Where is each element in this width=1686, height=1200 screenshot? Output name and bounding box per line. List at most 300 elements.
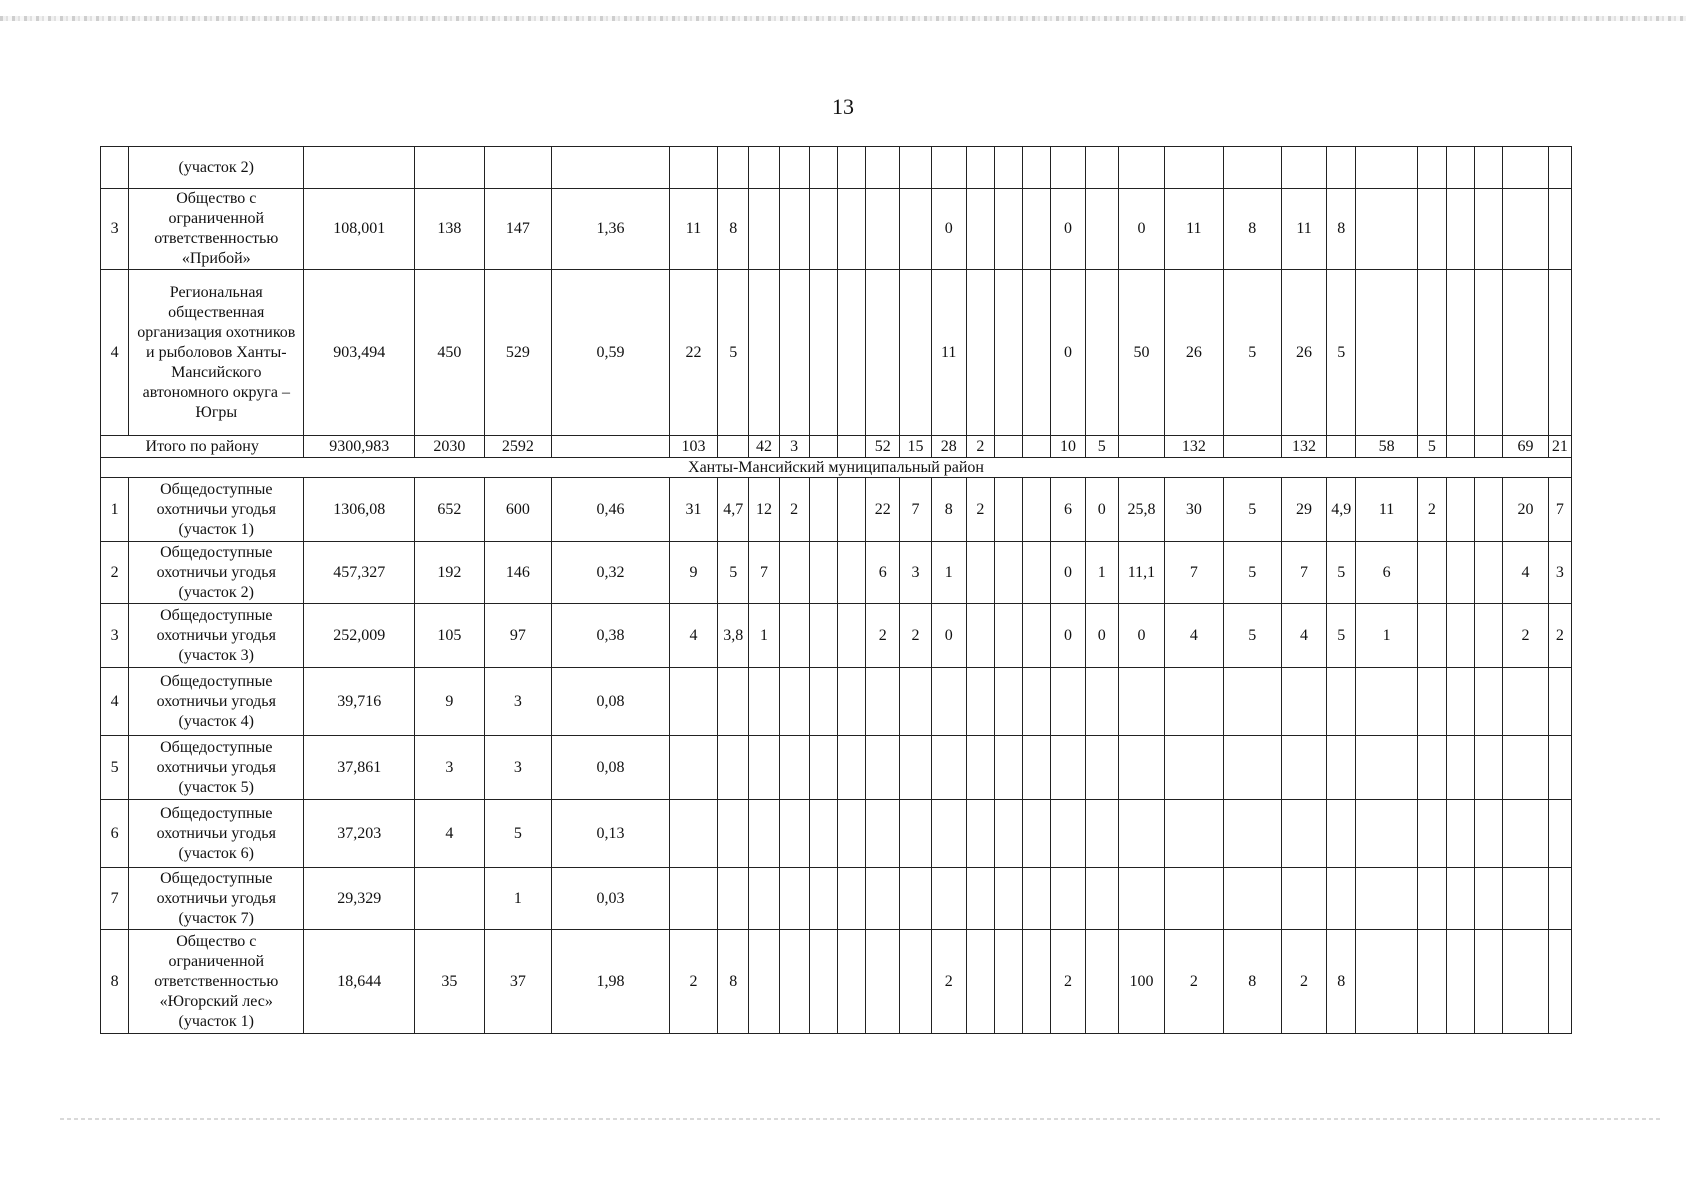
cell-col-28 <box>1503 270 1548 436</box>
cell-col-11 <box>866 668 900 736</box>
row-number: 7 <box>101 868 129 930</box>
cell-col-10 <box>837 930 865 1034</box>
cell-col-26 <box>1446 930 1474 1034</box>
cell-col-8 <box>779 189 809 270</box>
table-row <box>101 604 1572 668</box>
cell-col-21 <box>1223 868 1281 930</box>
cell-col-22: 7 <box>1281 542 1326 604</box>
total-col-20: 132 <box>1165 436 1223 458</box>
cell-col-9 <box>809 604 837 668</box>
cell-col-26 <box>1446 604 1474 668</box>
cell-col-27 <box>1475 930 1503 1034</box>
cell-col-20: 11 <box>1165 189 1223 270</box>
row-number: 2 <box>101 542 129 604</box>
cell-col-17: 0 <box>1051 189 1085 270</box>
cell-col-23: 4,9 <box>1327 478 1356 542</box>
cell-col-21: 5 <box>1223 478 1281 542</box>
row-name: Общество с ограниченной ответственностью «Прибой» <box>129 189 304 270</box>
cell-col-27 <box>1475 800 1503 868</box>
cell-col-10 <box>837 800 865 868</box>
cell-col-13 <box>931 668 966 736</box>
cell-col-25: 2 <box>1417 478 1446 542</box>
cell-col-14 <box>966 270 994 436</box>
cell-col-14 <box>966 189 994 270</box>
cell-col-21: 8 <box>1223 189 1281 270</box>
cell-col-3: 600 <box>484 478 551 542</box>
cell-col-19 <box>1118 868 1164 930</box>
cell-col-29 <box>1548 270 1571 436</box>
cell-col-18 <box>1085 668 1118 736</box>
row-number: 6 <box>101 800 129 868</box>
cell-col-3: 1 <box>484 868 551 930</box>
cell-col-23: 8 <box>1327 189 1356 270</box>
cell-col-8 <box>779 668 809 736</box>
row-name: Общество с ограниченной ответственностью «Югорский лес» (участок 1) <box>129 930 304 1034</box>
cell-col-4: 0,03 <box>552 868 670 930</box>
cell-col-15 <box>995 668 1023 736</box>
cell-col-28 <box>1503 930 1548 1034</box>
cell-col-4: 0,13 <box>552 800 670 868</box>
table-row <box>101 930 1572 1034</box>
table-row <box>101 800 1572 868</box>
cell-col-3: 529 <box>484 270 551 436</box>
cell-col-9 <box>809 668 837 736</box>
cell-col-19: 0 <box>1118 189 1164 270</box>
cell-col-21: 5 <box>1223 604 1281 668</box>
cell-col-2 <box>415 868 484 930</box>
cell-col-16 <box>1023 800 1051 868</box>
row-name: Общедоступные охотничьи угодья (участок 4) <box>129 668 304 736</box>
cell-col-13 <box>931 736 966 800</box>
cell-col-26 <box>1446 147 1474 189</box>
cell-col-1: 29,329 <box>304 868 415 930</box>
cell-col-14 <box>966 604 994 668</box>
cell-col-6 <box>718 147 749 189</box>
cell-col-2: 450 <box>415 270 484 436</box>
cell-col-19: 11,1 <box>1118 542 1164 604</box>
cell-col-22: 2 <box>1281 930 1326 1034</box>
cell-col-29 <box>1548 930 1571 1034</box>
cell-col-8 <box>779 800 809 868</box>
cell-col-24 <box>1356 868 1417 930</box>
cell-col-28 <box>1503 668 1548 736</box>
cell-col-20 <box>1165 147 1223 189</box>
table-row-continuation <box>101 147 1572 189</box>
cell-col-15 <box>995 736 1023 800</box>
cell-col-12 <box>900 668 931 736</box>
cell-col-22: 26 <box>1281 270 1326 436</box>
row-number: 4 <box>101 668 129 736</box>
total-col-13: 28 <box>931 436 966 458</box>
cell-col-4: 1,36 <box>552 189 670 270</box>
cell-col-25 <box>1417 147 1446 189</box>
cell-col-16 <box>1023 868 1051 930</box>
cell-col-8 <box>779 736 809 800</box>
cell-col-29 <box>1548 868 1571 930</box>
total-col-15 <box>995 436 1023 458</box>
cell-col-23: 5 <box>1327 542 1356 604</box>
cell-col-21: 8 <box>1223 930 1281 1034</box>
hunting-grounds-table <box>100 146 1572 1034</box>
cell-col-14 <box>966 800 994 868</box>
cell-col-17 <box>1051 868 1085 930</box>
cell-col-3: 3 <box>484 736 551 800</box>
cell-col-13 <box>931 868 966 930</box>
table-row <box>101 868 1572 930</box>
cell-col-2 <box>415 147 484 189</box>
cell-col-10 <box>837 189 865 270</box>
cell-col-1: 1306,08 <box>304 478 415 542</box>
row-name: Региональная общественная организация охотников и рыболовов Ханты-Мансийского автономного округа – Югры <box>129 270 304 436</box>
cell-col-7 <box>749 189 779 270</box>
cell-col-29 <box>1548 668 1571 736</box>
cell-col-9 <box>809 736 837 800</box>
cell-col-7 <box>749 930 779 1034</box>
cell-col-11 <box>866 270 900 436</box>
cell-col-15 <box>995 478 1023 542</box>
cell-col-26 <box>1446 270 1474 436</box>
cell-col-20 <box>1165 668 1223 736</box>
cell-col-26 <box>1446 800 1474 868</box>
cell-col-16 <box>1023 478 1051 542</box>
cell-col-12 <box>900 147 931 189</box>
cell-col-14 <box>966 668 994 736</box>
cell-col-13 <box>931 800 966 868</box>
cell-col-24 <box>1356 736 1417 800</box>
cell-col-24: 1 <box>1356 604 1417 668</box>
cell-col-16 <box>1023 189 1051 270</box>
row-name: Общедоступные охотничьи угодья (участок 6) <box>129 800 304 868</box>
cell-col-3: 37 <box>484 930 551 1034</box>
cell-col-28: 4 <box>1503 542 1548 604</box>
cell-col-16 <box>1023 542 1051 604</box>
cell-col-15 <box>995 868 1023 930</box>
cell-col-23: 5 <box>1327 604 1356 668</box>
row-number: 3 <box>101 604 129 668</box>
cell-col-20: 7 <box>1165 542 1223 604</box>
cell-col-23 <box>1327 147 1356 189</box>
cell-col-20: 4 <box>1165 604 1223 668</box>
total-col-10 <box>837 436 865 458</box>
page-number: 13 <box>832 94 854 119</box>
row-name: Общедоступные охотничьи угодья (участок 1) <box>129 478 304 542</box>
cell-col-27 <box>1475 147 1503 189</box>
cell-col-11: 22 <box>866 478 900 542</box>
cell-col-19 <box>1118 147 1164 189</box>
cell-col-1: 252,009 <box>304 604 415 668</box>
cell-col-19 <box>1118 800 1164 868</box>
cell-col-17 <box>1051 147 1085 189</box>
cell-col-11 <box>866 930 900 1034</box>
cell-col-6 <box>718 868 749 930</box>
cell-col-8: 2 <box>779 478 809 542</box>
cell-col-21 <box>1223 736 1281 800</box>
cell-col-8 <box>779 868 809 930</box>
cell-col-29 <box>1548 800 1571 868</box>
row-name: (участок 2) <box>129 147 304 189</box>
cell-col-9 <box>809 800 837 868</box>
cell-col-22 <box>1281 868 1326 930</box>
cell-col-24: 6 <box>1356 542 1417 604</box>
cell-col-1: 903,494 <box>304 270 415 436</box>
cell-col-21: 5 <box>1223 542 1281 604</box>
cell-col-27 <box>1475 478 1503 542</box>
cell-col-12: 2 <box>900 604 931 668</box>
total-col-16 <box>1023 436 1051 458</box>
cell-col-7 <box>749 868 779 930</box>
cell-col-15 <box>995 270 1023 436</box>
cell-col-10 <box>837 542 865 604</box>
cell-col-13: 0 <box>931 604 966 668</box>
cell-col-26 <box>1446 189 1474 270</box>
cell-col-11 <box>866 736 900 800</box>
cell-col-17: 6 <box>1051 478 1085 542</box>
cell-col-26 <box>1446 668 1474 736</box>
cell-col-11: 2 <box>866 604 900 668</box>
total-col-3: 2592 <box>484 436 551 458</box>
cell-col-23 <box>1327 868 1356 930</box>
cell-col-15 <box>995 930 1023 1034</box>
cell-col-5: 22 <box>669 270 717 436</box>
cell-col-22 <box>1281 147 1326 189</box>
scan-edge-top <box>0 16 1686 21</box>
cell-col-22 <box>1281 736 1326 800</box>
cell-col-3: 146 <box>484 542 551 604</box>
cell-col-13: 1 <box>931 542 966 604</box>
cell-col-27 <box>1475 604 1503 668</box>
cell-col-22: 11 <box>1281 189 1326 270</box>
cell-col-22: 29 <box>1281 478 1326 542</box>
cell-col-3 <box>484 147 551 189</box>
cell-col-7: 1 <box>749 604 779 668</box>
cell-col-12: 3 <box>900 542 931 604</box>
cell-col-28 <box>1503 189 1548 270</box>
cell-col-5 <box>669 736 717 800</box>
cell-col-28: 2 <box>1503 604 1548 668</box>
cell-col-15 <box>995 147 1023 189</box>
cell-col-10 <box>837 736 865 800</box>
cell-col-9 <box>809 930 837 1034</box>
table-row <box>101 478 1572 542</box>
cell-col-6: 8 <box>718 930 749 1034</box>
cell-col-29 <box>1548 147 1571 189</box>
cell-col-20 <box>1165 868 1223 930</box>
cell-col-19 <box>1118 668 1164 736</box>
cell-col-7 <box>749 270 779 436</box>
cell-col-25 <box>1417 930 1446 1034</box>
cell-col-28 <box>1503 147 1548 189</box>
cell-col-6 <box>718 736 749 800</box>
cell-col-25 <box>1417 736 1446 800</box>
cell-col-8 <box>779 930 809 1034</box>
row-name: Общедоступные охотничьи угодья (участок 5) <box>129 736 304 800</box>
cell-col-1: 37,861 <box>304 736 415 800</box>
cell-col-23 <box>1327 736 1356 800</box>
total-col-4 <box>552 436 670 458</box>
cell-col-15 <box>995 189 1023 270</box>
cell-col-2: 4 <box>415 800 484 868</box>
cell-col-21 <box>1223 668 1281 736</box>
cell-col-29: 7 <box>1548 478 1571 542</box>
cell-col-16 <box>1023 270 1051 436</box>
cell-col-29 <box>1548 189 1571 270</box>
row-number: 8 <box>101 930 129 1034</box>
cell-col-25 <box>1417 868 1446 930</box>
cell-col-6: 5 <box>718 542 749 604</box>
cell-col-17: 0 <box>1051 270 1085 436</box>
cell-col-4: 0,59 <box>552 270 670 436</box>
cell-col-11 <box>866 147 900 189</box>
cell-col-25 <box>1417 542 1446 604</box>
cell-col-4: 0,32 <box>552 542 670 604</box>
cell-col-9 <box>809 868 837 930</box>
cell-col-5: 31 <box>669 478 717 542</box>
cell-col-3: 5 <box>484 800 551 868</box>
cell-col-2: 3 <box>415 736 484 800</box>
cell-col-26 <box>1446 736 1474 800</box>
total-col-8: 3 <box>779 436 809 458</box>
cell-col-18: 0 <box>1085 604 1118 668</box>
cell-col-6 <box>718 668 749 736</box>
cell-col-9 <box>809 270 837 436</box>
cell-col-16 <box>1023 668 1051 736</box>
cell-col-7 <box>749 736 779 800</box>
cell-col-7 <box>749 147 779 189</box>
cell-col-5: 4 <box>669 604 717 668</box>
cell-col-19 <box>1118 736 1164 800</box>
cell-col-12 <box>900 800 931 868</box>
cell-col-14 <box>966 542 994 604</box>
table-row <box>101 542 1572 604</box>
table-row <box>101 668 1572 736</box>
cell-col-10 <box>837 868 865 930</box>
cell-col-4: 0,08 <box>552 736 670 800</box>
cell-col-6 <box>718 800 749 868</box>
cell-col-10 <box>837 668 865 736</box>
cell-col-28 <box>1503 736 1548 800</box>
section-title: Ханты-Мансийский муниципальный район <box>101 458 1572 478</box>
cell-col-27 <box>1475 736 1503 800</box>
table-row <box>101 736 1572 800</box>
total-col-18: 5 <box>1085 436 1118 458</box>
cell-col-16 <box>1023 736 1051 800</box>
cell-col-18 <box>1085 800 1118 868</box>
cell-col-11 <box>866 189 900 270</box>
total-col-26 <box>1446 436 1474 458</box>
cell-col-22 <box>1281 800 1326 868</box>
cell-col-25 <box>1417 800 1446 868</box>
cell-col-11: 6 <box>866 542 900 604</box>
cell-col-9 <box>809 147 837 189</box>
cell-col-10 <box>837 147 865 189</box>
cell-col-18 <box>1085 189 1118 270</box>
cell-col-23: 8 <box>1327 930 1356 1034</box>
cell-col-1: 39,716 <box>304 668 415 736</box>
total-col-1: 9300,983 <box>304 436 415 458</box>
cell-col-4: 0,08 <box>552 668 670 736</box>
cell-col-15 <box>995 604 1023 668</box>
cell-col-27 <box>1475 868 1503 930</box>
total-col-25: 5 <box>1417 436 1446 458</box>
cell-col-18 <box>1085 868 1118 930</box>
cell-col-27 <box>1475 270 1503 436</box>
cell-col-29: 2 <box>1548 604 1571 668</box>
cell-col-25 <box>1417 270 1446 436</box>
cell-col-13: 0 <box>931 189 966 270</box>
cell-col-12 <box>900 189 931 270</box>
cell-col-24 <box>1356 668 1417 736</box>
total-col-21 <box>1223 436 1281 458</box>
cell-col-5: 9 <box>669 542 717 604</box>
cell-col-18 <box>1085 930 1118 1034</box>
cell-col-24: 11 <box>1356 478 1417 542</box>
total-col-5: 103 <box>669 436 717 458</box>
cell-col-28: 20 <box>1503 478 1548 542</box>
cell-col-12 <box>900 868 931 930</box>
cell-col-26 <box>1446 542 1474 604</box>
cell-col-23 <box>1327 668 1356 736</box>
cell-col-19: 50 <box>1118 270 1164 436</box>
cell-col-22: 4 <box>1281 604 1326 668</box>
total-col-29: 21 <box>1548 436 1571 458</box>
cell-col-9 <box>809 189 837 270</box>
cell-col-17: 0 <box>1051 604 1085 668</box>
total-col-2: 2030 <box>415 436 484 458</box>
total-col-14: 2 <box>966 436 994 458</box>
cell-col-13: 8 <box>931 478 966 542</box>
cell-col-9 <box>809 478 837 542</box>
cell-col-6: 8 <box>718 189 749 270</box>
cell-col-8 <box>779 147 809 189</box>
cell-col-1: 37,203 <box>304 800 415 868</box>
cell-col-23: 5 <box>1327 270 1356 436</box>
table-row <box>101 189 1572 270</box>
cell-col-8 <box>779 270 809 436</box>
cell-col-17 <box>1051 736 1085 800</box>
cell-col-5 <box>669 147 717 189</box>
cell-col-19: 100 <box>1118 930 1164 1034</box>
cell-col-3: 147 <box>484 189 551 270</box>
cell-col-2: 652 <box>415 478 484 542</box>
cell-col-29: 3 <box>1548 542 1571 604</box>
cell-col-17 <box>1051 668 1085 736</box>
cell-col-27 <box>1475 189 1503 270</box>
cell-col-5: 11 <box>669 189 717 270</box>
section-header-row <box>101 458 1572 478</box>
cell-col-18 <box>1085 736 1118 800</box>
cell-col-20 <box>1165 736 1223 800</box>
cell-col-23 <box>1327 800 1356 868</box>
cell-col-5: 2 <box>669 930 717 1034</box>
row-number: 1 <box>101 478 129 542</box>
cell-col-25 <box>1417 668 1446 736</box>
cell-col-24 <box>1356 270 1417 436</box>
cell-col-4: 1,98 <box>552 930 670 1034</box>
cell-col-16 <box>1023 604 1051 668</box>
cell-col-12 <box>900 930 931 1034</box>
cell-col-21: 5 <box>1223 270 1281 436</box>
cell-col-19: 0 <box>1118 604 1164 668</box>
cell-col-8 <box>779 542 809 604</box>
cell-col-7: 12 <box>749 478 779 542</box>
cell-col-21 <box>1223 147 1281 189</box>
cell-col-16 <box>1023 147 1051 189</box>
total-col-6 <box>718 436 749 458</box>
cell-col-20: 30 <box>1165 478 1223 542</box>
cell-col-27 <box>1475 542 1503 604</box>
cell-col-22 <box>1281 668 1326 736</box>
cell-col-3: 3 <box>484 668 551 736</box>
